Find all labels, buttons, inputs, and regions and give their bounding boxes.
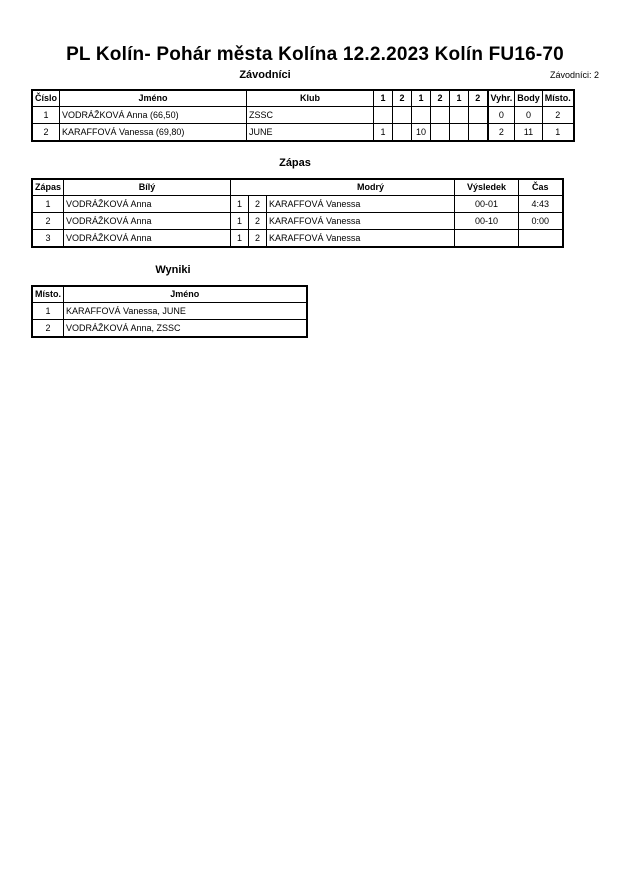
table-row xyxy=(32,320,307,338)
match-time: 0:00 xyxy=(519,213,563,230)
competitor-points: 11 xyxy=(515,124,543,142)
round-score xyxy=(450,107,469,124)
matches-table xyxy=(31,178,564,248)
column-header: 1 xyxy=(450,90,469,107)
result-name: VODRÁŽKOVÁ Anna, ZSSC xyxy=(64,320,307,338)
match-white-score: 1 xyxy=(231,230,249,248)
match-white-score: 1 xyxy=(231,213,249,230)
match-white: VODRÁŽKOVÁ Anna xyxy=(64,230,231,248)
result-place: 1 xyxy=(32,303,64,320)
column-header: Zápas xyxy=(32,179,64,196)
results-table xyxy=(31,285,308,338)
match-result: 00-01 xyxy=(455,196,519,213)
column-header: Vyhr. xyxy=(488,90,515,107)
match-number: 1 xyxy=(32,196,64,213)
column-header: 2 xyxy=(469,90,488,107)
competitor-club: ZSSC xyxy=(247,107,374,124)
competitor-place: 2 xyxy=(542,107,574,124)
column-header: Jméno xyxy=(64,286,307,303)
column-header: 1 xyxy=(412,90,431,107)
column-header: Výsledek xyxy=(455,179,519,196)
column-header: Místo. xyxy=(542,90,574,107)
round-score xyxy=(412,107,431,124)
match-blue-score: 2 xyxy=(249,230,267,248)
competitors-heading: Závodníci xyxy=(239,69,291,81)
column-header: 2 xyxy=(431,90,450,107)
competitor-name: VODRÁŽKOVÁ Anna (66,50) xyxy=(60,107,247,124)
competitor-place: 1 xyxy=(542,124,574,142)
competitor-wins: 0 xyxy=(488,107,515,124)
match-number: 2 xyxy=(32,213,64,230)
competitors-table xyxy=(31,89,575,142)
column-header: Místo. xyxy=(32,286,64,303)
round-score: 10 xyxy=(412,124,431,142)
results-heading: Wyniki xyxy=(155,264,191,276)
round-score xyxy=(393,124,412,142)
round-score xyxy=(450,124,469,142)
matches-heading: Zápas xyxy=(279,157,311,169)
match-blue-score: 2 xyxy=(249,213,267,230)
match-number: 3 xyxy=(32,230,64,248)
round-score xyxy=(469,124,488,142)
round-score xyxy=(469,107,488,124)
column-header: Čas xyxy=(519,179,563,196)
match-blue-score: 2 xyxy=(249,196,267,213)
result-place: 2 xyxy=(32,320,64,338)
match-white: VODRÁŽKOVÁ Anna xyxy=(64,213,231,230)
match-blue: KARAFFOVÁ Vanessa xyxy=(267,213,455,230)
column-header: 2 xyxy=(393,90,412,107)
table-row xyxy=(32,303,307,320)
table-row xyxy=(32,213,563,230)
column-header: Modrý xyxy=(231,179,455,196)
match-blue: KARAFFOVÁ Vanessa xyxy=(267,196,455,213)
table-row xyxy=(32,230,563,248)
round-score xyxy=(431,107,450,124)
match-time xyxy=(519,230,563,248)
column-header: Body xyxy=(515,90,543,107)
competitor-number: 2 xyxy=(32,124,60,142)
match-blue: KARAFFOVÁ Vanessa xyxy=(267,230,455,248)
matches-header-row xyxy=(32,179,563,196)
page-title: PL Kolín- Pohár města Kolína 12.2.2023 Kolín FU16-70 xyxy=(66,44,564,65)
competitors-count: Závodníci: 2 xyxy=(549,70,599,80)
round-score xyxy=(431,124,450,142)
match-time: 4:43 xyxy=(519,196,563,213)
results-header-row xyxy=(32,286,307,303)
competitor-points: 0 xyxy=(515,107,543,124)
competitor-wins: 2 xyxy=(488,124,515,142)
column-header: Číslo xyxy=(32,90,60,107)
match-white: VODRÁŽKOVÁ Anna xyxy=(64,196,231,213)
round-score xyxy=(393,107,412,124)
round-score: 1 xyxy=(374,124,393,142)
column-header: Klub xyxy=(247,90,374,107)
column-header: 1 xyxy=(374,90,393,107)
match-result: 00-10 xyxy=(455,213,519,230)
table-row xyxy=(32,196,563,213)
competitor-name: KARAFFOVÁ Vanessa (69,80) xyxy=(60,124,247,142)
column-header: Jméno xyxy=(60,90,247,107)
table-row xyxy=(32,107,574,124)
competitor-club: JUNE xyxy=(247,124,374,142)
table-row xyxy=(32,124,574,142)
column-header: Bílý xyxy=(64,179,231,196)
round-score xyxy=(374,107,393,124)
match-result xyxy=(455,230,519,248)
competitors-header-row xyxy=(32,90,574,107)
competitor-number: 1 xyxy=(32,107,60,124)
result-name: KARAFFOVÁ Vanessa, JUNE xyxy=(64,303,307,320)
match-white-score: 1 xyxy=(231,196,249,213)
